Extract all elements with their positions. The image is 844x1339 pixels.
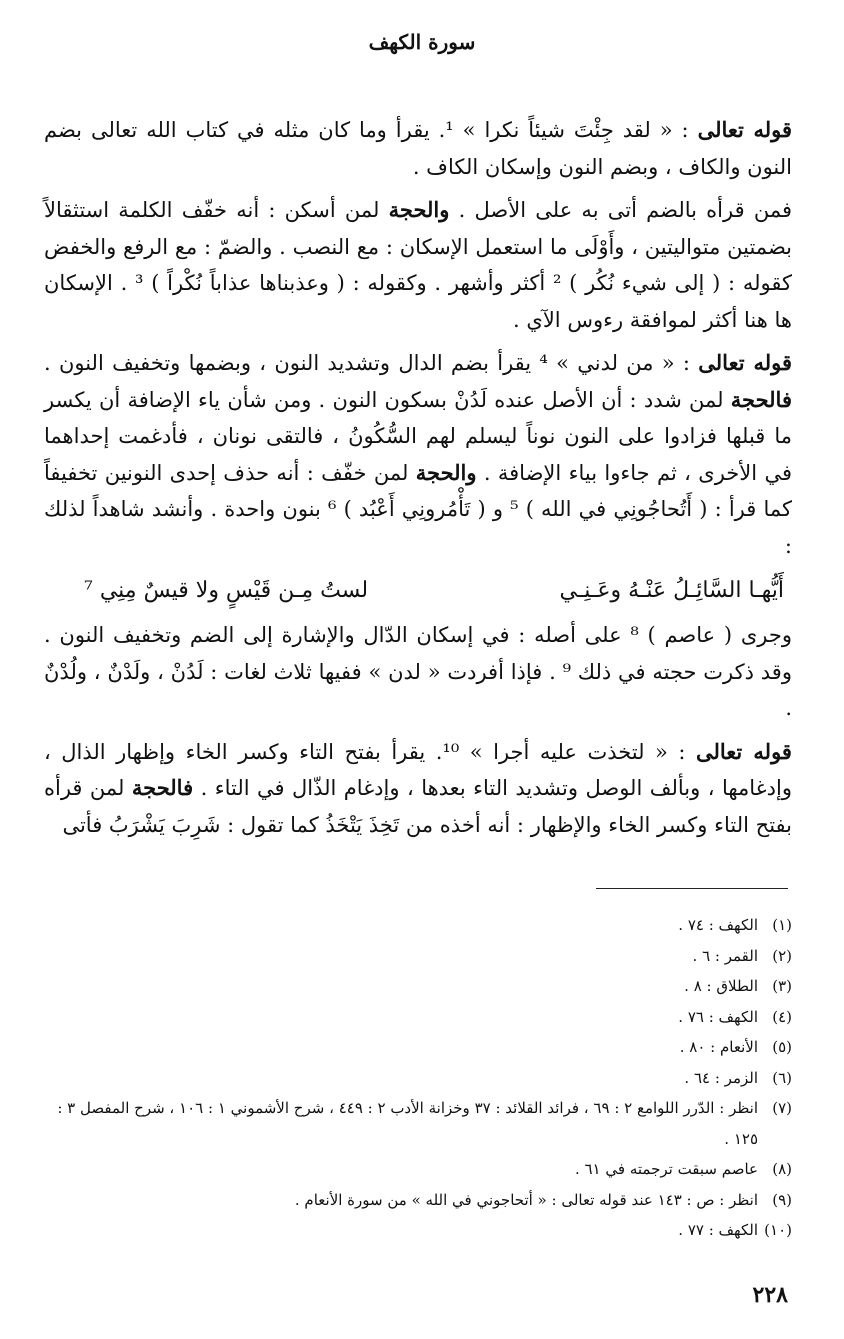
paragraph-3 xyxy=(44,345,792,564)
verse-first-hemistich: أَيُّهـا السَّائِـلُ عَنْـهُ وعَـنِـي xyxy=(559,578,784,603)
footnote-text: الكهف : ٧٧ . xyxy=(678,1221,758,1239)
paragraph-text: : « من لدني » ⁴ يقرأ بضم الدال وتشديد النون ، وبضمها وتخفيف النون . xyxy=(44,351,690,375)
paragraph-text: وجرى ( عاصم ) ⁸ على أصله : في إسكان الدّال والإشارة إلى الضم وتخفيف النون . وقد ذكرت حجته في ذلك ⁹ . فإذا أفردت « لدن » ففيها ثلاث لغات : لَدُنْ ، ولَدْنٌ ، ولُدْنٌ . xyxy=(44,623,792,720)
paragraph-text: لمن خفّف : أنه حذف إحدى النونين تخفيفاً كما قرأ : ( أَتُحاجُونِي في الله ) ⁵ و ( تَأْمُرونِي أَعْبُد ) ⁶ بنون واحدة . وأنشد شاهداً لذلك : xyxy=(44,460,792,558)
paragraph-2 xyxy=(44,192,792,338)
poetry-verse xyxy=(84,571,784,611)
footnote xyxy=(44,941,792,972)
footnote-number: (٥) xyxy=(772,1038,792,1056)
footnote-number: (٩) xyxy=(772,1190,792,1209)
footnote xyxy=(44,1215,792,1246)
footnote xyxy=(44,1063,792,1094)
footnote-text: انظر : الدّرر اللوامع ٢ : ٦٩ ، فرائد القلائد : ٣٧ وخزانة الأدب ٢ : ٤٤٩ ، شرح الأشموني ١ : ١٠٦ ، شرح المفصل ٣ : ١٢٥ . xyxy=(57,1099,758,1148)
footnote-text: الطلاق : ٨ . xyxy=(684,977,758,995)
footnote-text: الكهف : ٧٤ . xyxy=(678,916,758,934)
footnote-number: (٧) xyxy=(772,1099,792,1117)
paragraph-lead: قوله تعالى xyxy=(696,738,792,764)
hujja-label: فالحجة xyxy=(730,386,792,412)
footnote xyxy=(44,1185,792,1216)
footnote-number: (٤) xyxy=(772,1007,792,1026)
hujja-label: والحجة xyxy=(388,197,450,222)
footnote-number: (١٠) xyxy=(764,1221,792,1239)
paragraph-text: : « لقد جِئْتَ شيئاً نكرا » ¹. يقرأ وما كان مثله في كتاب الله تعالى بضم النون والكاف ، وبضم النون وإسكان الكاف . xyxy=(44,118,792,179)
footnote-text: انظر : ص : ١٤٣ عند قوله تعالى : « أتحاجوني في الله » من سورة الأنعام . xyxy=(294,1190,758,1209)
paragraph-text: لمن قرأه بفتح التاء وكسر الخاء والإظهار : أنه أخذه من تَخِذَ يَتْخَذُ كما تقول : شَرِبَ يَشْرَبُ فأتى xyxy=(44,776,792,837)
footnote-text: الكهف : ٧٦ . xyxy=(678,1007,758,1026)
footnote-text: عاصم سبقت ترجمته في ٦١ . xyxy=(574,1160,758,1178)
verse-second-hemistich: لستُ مِـن قَيْسٍ ولا قيسٌ مِنِي ⁷ xyxy=(84,578,369,603)
footnote xyxy=(44,1032,792,1063)
footnote xyxy=(44,1093,792,1154)
footnote-number: (٦) xyxy=(772,1068,792,1087)
footnote-number: (٣) xyxy=(772,977,792,995)
paragraph-5 xyxy=(44,734,792,844)
footnote xyxy=(44,1002,792,1033)
paragraph-text: فمن قرأه بالضم أتى به على الأصل . xyxy=(458,198,792,222)
footnote-number: (٢) xyxy=(772,946,792,965)
footnote-number: (١) xyxy=(772,916,792,934)
footnote-divider xyxy=(596,888,788,889)
paragraph-text: لمن شدد : أن الأصل عنده لَدُنْ بسكون النون . ومن شأن ياء الإضافة أن يكسر ما قبلها فزادوا على النون نوناً ليسلم لهم السُّكُونُ ، فالتقى نونان ، فأدغمت إحداهما في الأخرى ، ثم جاءوا بياء الإضافة . xyxy=(44,387,792,485)
main-text xyxy=(44,112,792,850)
paragraph-1 xyxy=(44,112,792,185)
running-head: سورة الكهف xyxy=(368,30,476,54)
footnote-text: الزمر : ٦٤ . xyxy=(684,1068,758,1087)
paragraph-lead: قوله تعالى xyxy=(697,117,792,142)
paragraph-text: : « لتخذت عليه أجرا » ¹⁰. يقرأ بفتح التاء وكسر الخاء وإظهار الذال ، وإدغامها ، وبألف الوصل وتشديد التاء بعدها ، وإدغام الذّال في التاء . xyxy=(44,739,792,800)
footnote-text: الأنعام : ٨٠ . xyxy=(679,1038,758,1056)
footnotes xyxy=(44,910,792,1246)
paragraph-4 xyxy=(44,617,792,727)
hujja-label: والحجة xyxy=(415,459,477,485)
footnote xyxy=(44,910,792,941)
hujja-label: فالحجة xyxy=(131,775,194,800)
footnote xyxy=(44,1154,792,1185)
page-number: ٢٢٨ xyxy=(752,1282,788,1308)
footnote xyxy=(44,971,792,1002)
footnote-number: (٨) xyxy=(772,1160,792,1178)
footnote-text: القمر : ٦ . xyxy=(692,946,758,965)
paragraph-lead: قوله تعالى xyxy=(698,350,792,375)
paragraph-text: لمن أسكن : أنه خفّف الكلمة استثقالاً بضمتين متواليتين ، وأَوْلَى ما استعمل الإسكان : مع النصب . والضمّ : مع الرفع والخفض كقوله : ( إلى شيء نُكُر ) ² أكثر وأشهر . وكقوله : ( وعذبناها عذاباً نُكْراً ) ³ . الإسكان ها هنا أكثر لموافقة رءوس الآي . xyxy=(44,198,792,332)
